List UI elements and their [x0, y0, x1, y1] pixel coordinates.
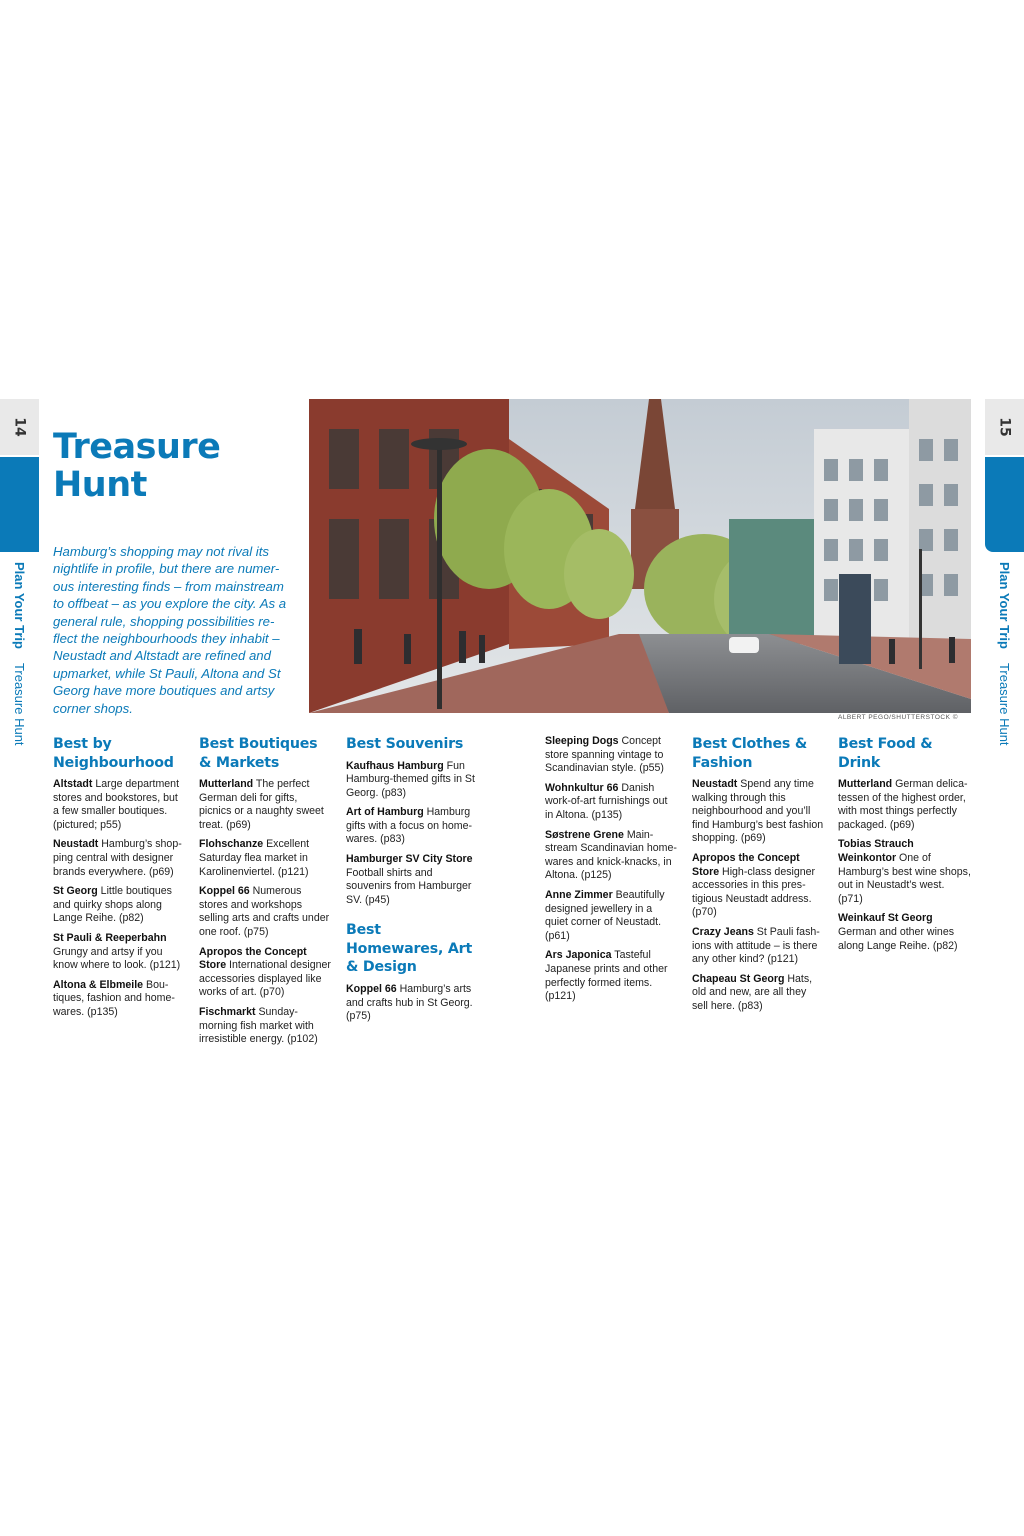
- intro-paragraph: Hamburg’s shopping may not rival its nightlife in profile, but there are numer-ous interesting finds – from mainstream to offbeat – as you explore the city. As a general rule, shopping possibilities re-flect the neighbourhoods they inhabit – Neustadt and Altstadt are refined and upmarket, while St Pauli, Altona and St Georg have more boutiques and artsy corner shops.: [53, 544, 287, 716]
- chapter-label: Treasure Hunt: [997, 662, 1012, 746]
- chapter-tab-left: [0, 457, 39, 552]
- list-item: Mutterland The perfect German deli for gifts, picnics or a naughty sweet treat. (p69): [199, 778, 324, 831]
- list-item: Ars Japonica Tasteful Japanese prints and other perfectly formed items. (p121): [545, 949, 668, 1003]
- chapter-tab-right: [985, 457, 1024, 552]
- column-best-by-neighbourhood: [53, 735, 186, 1026]
- list-item: Crazy Jeans St Pauli fash-ions with attitude – is there any other kind? (p121): [692, 925, 820, 966]
- heading-best-boutiques: Best Boutiques & Markets: [199, 736, 318, 771]
- list-item: Wohnkultur 66 Danish work-of-art furnishings out in Altona. (p135): [545, 781, 668, 821]
- list-item: Kaufhaus Hamburg Fun Hamburg-themed gifts in St Georg. (p83): [346, 759, 475, 799]
- list-item: Flohschanze Excellent Saturday flea market in Karolinenviertel. (p121): [199, 838, 310, 878]
- heading-best-by-neighbourhood: Best by Neighbourhood: [53, 736, 174, 771]
- list-item: Apropos the Concept Store High-class designer accessories in this pres-tigious Neustadt address. (p70): [692, 851, 816, 919]
- heading-best-souvenirs: Best Souvenirs: [346, 736, 464, 752]
- list-item: Sleeping Dogs Concept store spanning vintage to Scandinavian style. (p55): [545, 735, 664, 775]
- list-item: Altstadt Large department stores and bookstores, but a few smaller boutiques. (pictured; p55): [53, 778, 180, 831]
- list-item: Altona & Elbmeile Bou-tiques, fashion and home-wares. (p135): [53, 978, 175, 1018]
- list-item: Neustadt Spend any time walking through this neighbourhood and you’ll find Hamburg’s best fashion shopping. (p69): [692, 778, 824, 845]
- list-item: Art of Hamburg Hamburg gifts with a focus on home-wares. (p83): [346, 806, 473, 846]
- column-best-souvenirs: [346, 735, 479, 1030]
- column-best-clothes: [692, 735, 825, 1020]
- page-number-right: 15: [985, 399, 1024, 455]
- list-item: St Pauli & Reeperbahn Grungy and artsy if you know where to look. (p121): [53, 931, 181, 972]
- list-item: Tobias Strauch Weinkontor One of Hamburg’s best wine shops, out in Neustadt’s west. (p71): [838, 838, 971, 905]
- list-item: Neustadt Hamburg’s shop-ping central with designer brands everywhere. (p69): [53, 838, 182, 878]
- list-item: Weinkauf St Georg German and other wines along Lange Reihe. (p82): [838, 912, 958, 952]
- column-best-boutiques: [199, 735, 332, 1053]
- section-label: Plan Your Trip: [997, 562, 1012, 649]
- section-label: Plan Your Trip: [12, 562, 27, 649]
- column-best-food: [838, 735, 971, 959]
- heading-best-homewares: Best Homewares, Art & Design: [346, 922, 473, 976]
- list-item: Koppel 66 Hamburg’s arts and crafts hub in St Georg. (p75): [346, 982, 473, 1023]
- list-item: Søstrene Grene Main-stream Scandinavian home-wares and knick-knacks, in Altona. (p125): [545, 828, 677, 882]
- list-item: Hamburger SV City Store Football shirts and souvenirs from Hamburger SV. (p45): [346, 853, 473, 906]
- list-item: Koppel 66 Numerous stores and workshops selling arts and crafts under one roof. (p75): [199, 885, 330, 938]
- list-item: Apropos the Concept Store International designer accessories displayed like works of art. (p70): [199, 945, 331, 999]
- list-item: Chapeau St Georg Hats, old and new, are all they sell here. (p83): [692, 972, 813, 1012]
- page-title: Treasure Hunt: [53, 427, 221, 505]
- heading-best-clothes: Best Clothes & Fashion: [692, 736, 808, 771]
- list-item: St Georg Little boutiques and quirky shops along Lange Reihe. (p82): [53, 885, 172, 925]
- running-head-right: [985, 562, 1024, 746]
- chapter-label: Treasure Hunt: [12, 662, 27, 746]
- street-photo: [309, 399, 971, 713]
- heading-best-food: Best Food & Drink: [838, 736, 933, 771]
- column-homewares-continued: [545, 735, 678, 1010]
- photo-credit: ALBERT PEGO/SHUTTERSTOCK ©: [837, 714, 958, 721]
- page-number-left: 14: [0, 399, 39, 455]
- list-item: Anne Zimmer Beautifully designed jewellery in a quiet corner of Neustadt. (p61): [545, 888, 665, 942]
- list-item: Fischmarkt Sunday-morning fish market with irresistible energy. (p102): [199, 1005, 318, 1046]
- list-item: Mutterland German delica-tessen of the highest order, with most things perfectly packaged. (p69): [838, 778, 968, 831]
- running-head-left: [0, 562, 39, 746]
